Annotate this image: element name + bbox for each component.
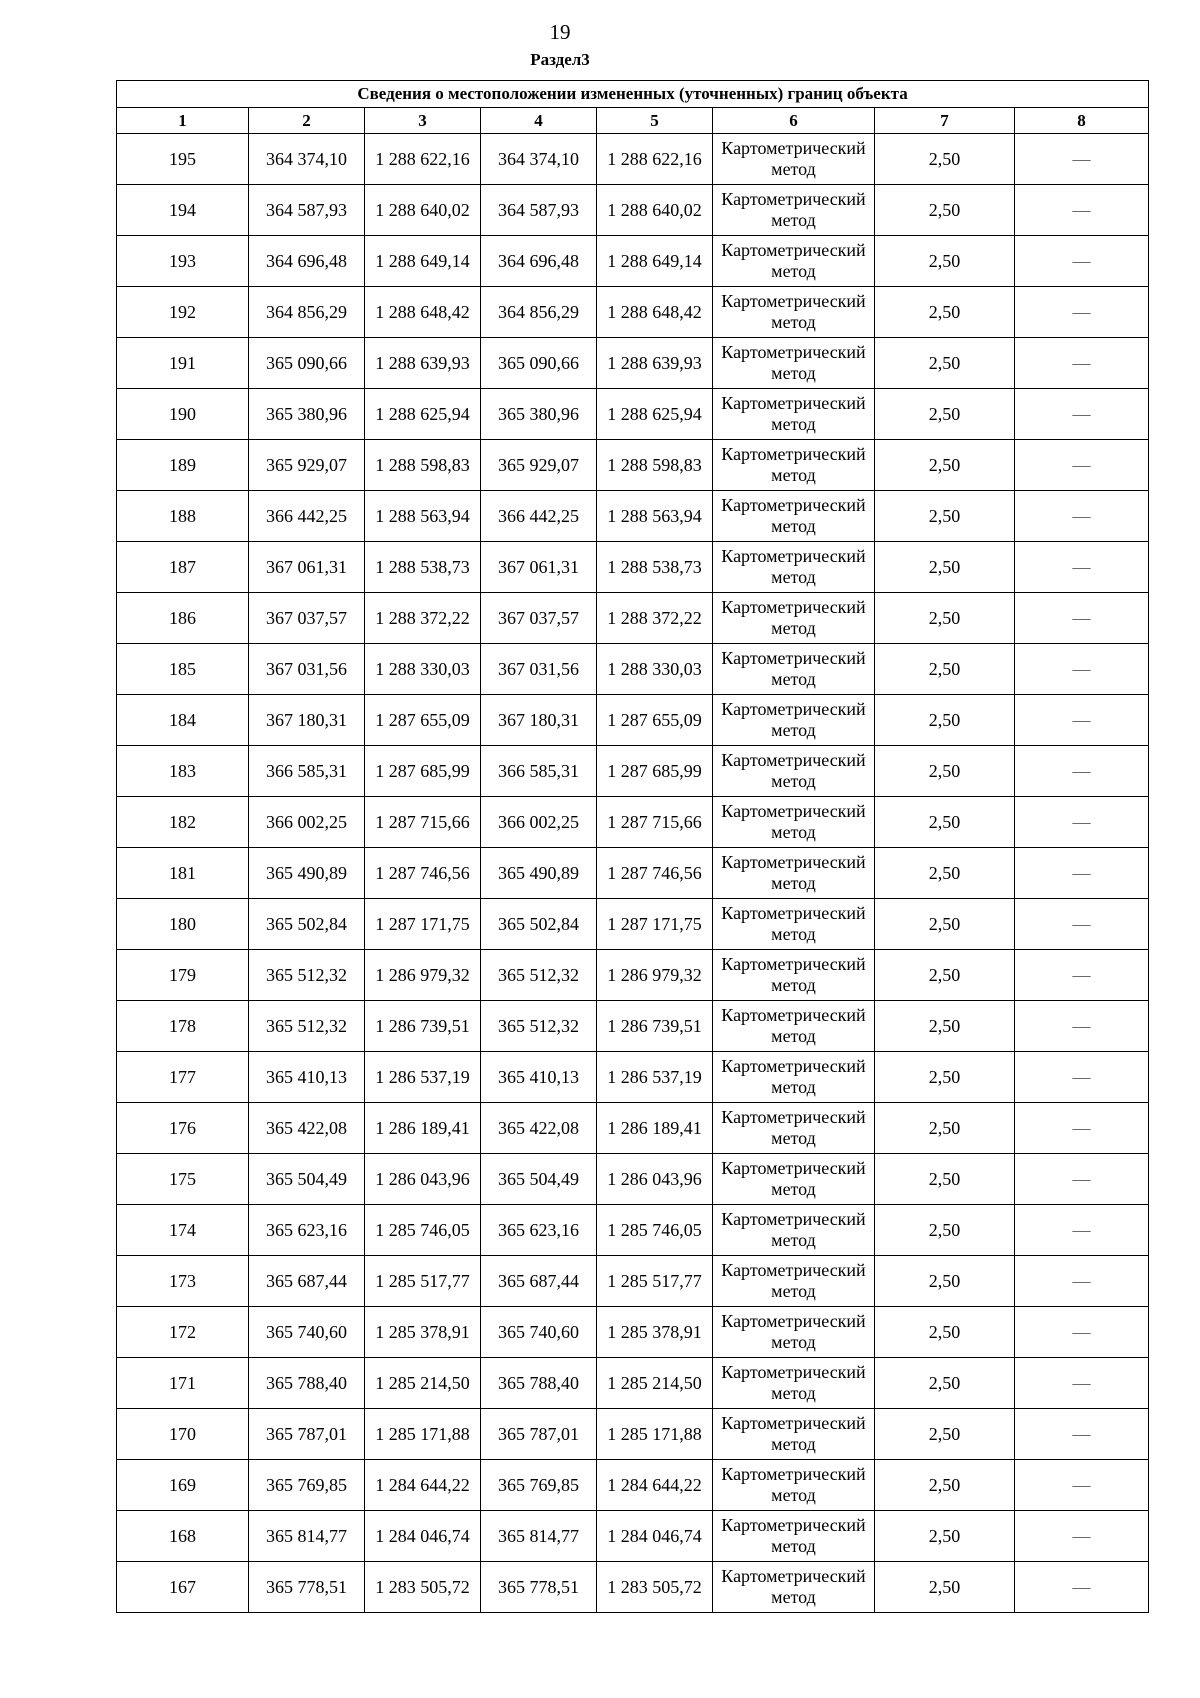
point-number-cell: 180 — [117, 899, 249, 950]
table-row — [117, 491, 1149, 542]
x-refined-cell: 365 090,66 — [481, 338, 597, 389]
description-cell: — — [1015, 236, 1149, 287]
method-cell: Картометрический метод — [713, 236, 875, 287]
y-existing-cell: 1 288 648,42 — [365, 287, 481, 338]
y-refined-cell: 1 288 622,16 — [597, 134, 713, 185]
table-row — [117, 1307, 1149, 1358]
boundary-coordinates-table — [116, 80, 1149, 1613]
table-row — [117, 899, 1149, 950]
point-number-cell: 171 — [117, 1358, 249, 1409]
y-refined-cell: 1 286 537,19 — [597, 1052, 713, 1103]
x-existing-cell: 366 002,25 — [249, 797, 365, 848]
method-cell: Картометрический метод — [713, 899, 875, 950]
method-cell: Картометрический метод — [713, 134, 875, 185]
accuracy-cell: 2,50 — [875, 287, 1015, 338]
x-refined-cell: 365 502,84 — [481, 899, 597, 950]
x-refined-cell: 365 787,01 — [481, 1409, 597, 1460]
table-row — [117, 1103, 1149, 1154]
accuracy-cell: 2,50 — [875, 1001, 1015, 1052]
description-cell: — — [1015, 644, 1149, 695]
y-existing-cell: 1 286 043,96 — [365, 1154, 481, 1205]
table-row — [117, 593, 1149, 644]
y-existing-cell: 1 287 746,56 — [365, 848, 481, 899]
description-cell: — — [1015, 797, 1149, 848]
point-number-cell: 189 — [117, 440, 249, 491]
x-existing-cell: 364 374,10 — [249, 134, 365, 185]
y-existing-cell: 1 285 517,77 — [365, 1256, 481, 1307]
point-number-cell: 179 — [117, 950, 249, 1001]
point-number-cell: 172 — [117, 1307, 249, 1358]
description-cell: — — [1015, 389, 1149, 440]
x-existing-cell: 365 512,32 — [249, 1001, 365, 1052]
x-refined-cell: 365 778,51 — [481, 1562, 597, 1613]
x-refined-cell: 365 788,40 — [481, 1358, 597, 1409]
method-cell: Картометрический метод — [713, 950, 875, 1001]
x-existing-cell: 365 512,32 — [249, 950, 365, 1001]
method-cell: Картометрический метод — [713, 542, 875, 593]
accuracy-cell: 2,50 — [875, 1154, 1015, 1205]
x-refined-cell: 364 856,29 — [481, 287, 597, 338]
point-number-cell: 176 — [117, 1103, 249, 1154]
y-existing-cell: 1 286 979,32 — [365, 950, 481, 1001]
x-existing-cell: 365 929,07 — [249, 440, 365, 491]
y-refined-cell: 1 288 598,83 — [597, 440, 713, 491]
point-number-cell: 184 — [117, 695, 249, 746]
section-title: Раздел3 — [530, 50, 590, 69]
x-refined-cell: 365 490,89 — [481, 848, 597, 899]
method-cell: Картометрический метод — [713, 287, 875, 338]
accuracy-cell: 2,50 — [875, 899, 1015, 950]
x-existing-cell: 365 090,66 — [249, 338, 365, 389]
x-existing-cell: 365 814,77 — [249, 1511, 365, 1562]
method-cell: Картометрический метод — [713, 1001, 875, 1052]
method-cell: Картометрический метод — [713, 1256, 875, 1307]
y-refined-cell: 1 288 625,94 — [597, 389, 713, 440]
description-cell: — — [1015, 1256, 1149, 1307]
column-header: 1 — [117, 108, 249, 134]
x-existing-cell: 364 696,48 — [249, 236, 365, 287]
y-refined-cell: 1 288 639,93 — [597, 338, 713, 389]
method-cell: Картометрический метод — [713, 338, 875, 389]
x-existing-cell: 365 502,84 — [249, 899, 365, 950]
description-cell: — — [1015, 899, 1149, 950]
y-refined-cell: 1 288 538,73 — [597, 542, 713, 593]
y-refined-cell: 1 288 563,94 — [597, 491, 713, 542]
x-refined-cell: 365 740,60 — [481, 1307, 597, 1358]
accuracy-cell: 2,50 — [875, 1256, 1015, 1307]
y-refined-cell: 1 286 189,41 — [597, 1103, 713, 1154]
x-refined-cell: 367 037,57 — [481, 593, 597, 644]
y-existing-cell: 1 286 189,41 — [365, 1103, 481, 1154]
x-existing-cell: 365 778,51 — [249, 1562, 365, 1613]
y-refined-cell: 1 288 649,14 — [597, 236, 713, 287]
x-existing-cell: 365 623,16 — [249, 1205, 365, 1256]
description-cell: — — [1015, 1409, 1149, 1460]
column-header: 8 — [1015, 108, 1149, 134]
table-row — [117, 287, 1149, 338]
accuracy-cell: 2,50 — [875, 644, 1015, 695]
point-number-cell: 168 — [117, 1511, 249, 1562]
point-number-cell: 169 — [117, 1460, 249, 1511]
x-refined-cell: 367 031,56 — [481, 644, 597, 695]
point-number-cell: 174 — [117, 1205, 249, 1256]
table-row — [117, 338, 1149, 389]
description-cell: — — [1015, 1154, 1149, 1205]
y-refined-cell: 1 288 330,03 — [597, 644, 713, 695]
x-refined-cell: 364 587,93 — [481, 185, 597, 236]
y-refined-cell: 1 286 043,96 — [597, 1154, 713, 1205]
y-existing-cell: 1 288 330,03 — [365, 644, 481, 695]
x-existing-cell: 367 037,57 — [249, 593, 365, 644]
accuracy-cell: 2,50 — [875, 950, 1015, 1001]
x-refined-cell: 365 504,49 — [481, 1154, 597, 1205]
table-row — [117, 542, 1149, 593]
x-existing-cell: 365 410,13 — [249, 1052, 365, 1103]
column-header: 2 — [249, 108, 365, 134]
x-refined-cell: 366 002,25 — [481, 797, 597, 848]
x-existing-cell: 366 585,31 — [249, 746, 365, 797]
point-number-cell: 188 — [117, 491, 249, 542]
table-row — [117, 1358, 1149, 1409]
point-number-cell: 167 — [117, 1562, 249, 1613]
page-number: 19 — [549, 20, 571, 44]
y-refined-cell: 1 288 648,42 — [597, 287, 713, 338]
x-refined-cell: 365 512,32 — [481, 1001, 597, 1052]
x-existing-cell: 365 787,01 — [249, 1409, 365, 1460]
description-cell: — — [1015, 1460, 1149, 1511]
y-existing-cell: 1 288 372,22 — [365, 593, 481, 644]
table-row — [117, 950, 1149, 1001]
description-cell: — — [1015, 134, 1149, 185]
point-number-cell: 192 — [117, 287, 249, 338]
description-cell: — — [1015, 1511, 1149, 1562]
x-existing-cell: 367 031,56 — [249, 644, 365, 695]
description-cell: — — [1015, 1205, 1149, 1256]
y-refined-cell: 1 287 685,99 — [597, 746, 713, 797]
accuracy-cell: 2,50 — [875, 389, 1015, 440]
y-existing-cell: 1 285 746,05 — [365, 1205, 481, 1256]
description-cell: — — [1015, 1103, 1149, 1154]
method-cell: Картометрический метод — [713, 1052, 875, 1103]
method-cell: Картометрический метод — [713, 440, 875, 491]
method-cell: Картометрический метод — [713, 797, 875, 848]
point-number-cell: 195 — [117, 134, 249, 185]
x-refined-cell: 365 814,77 — [481, 1511, 597, 1562]
accuracy-cell: 2,50 — [875, 236, 1015, 287]
accuracy-cell: 2,50 — [875, 797, 1015, 848]
x-refined-cell: 365 380,96 — [481, 389, 597, 440]
accuracy-cell: 2,50 — [875, 134, 1015, 185]
description-cell: — — [1015, 950, 1149, 1001]
accuracy-cell: 2,50 — [875, 440, 1015, 491]
y-existing-cell: 1 288 598,83 — [365, 440, 481, 491]
point-number-cell: 173 — [117, 1256, 249, 1307]
method-cell: Картометрический метод — [713, 746, 875, 797]
table-row — [117, 797, 1149, 848]
x-existing-cell: 365 740,60 — [249, 1307, 365, 1358]
table-row — [117, 1409, 1149, 1460]
description-cell: — — [1015, 542, 1149, 593]
point-number-cell: 186 — [117, 593, 249, 644]
point-number-cell: 194 — [117, 185, 249, 236]
y-existing-cell: 1 288 639,93 — [365, 338, 481, 389]
point-number-cell: 193 — [117, 236, 249, 287]
table-row — [117, 389, 1149, 440]
point-number-cell: 175 — [117, 1154, 249, 1205]
x-existing-cell: 364 587,93 — [249, 185, 365, 236]
column-header: 6 — [713, 108, 875, 134]
method-cell: Картометрический метод — [713, 1307, 875, 1358]
x-refined-cell: 367 180,31 — [481, 695, 597, 746]
y-existing-cell: 1 288 625,94 — [365, 389, 481, 440]
table-row — [117, 1154, 1149, 1205]
y-existing-cell: 1 288 640,02 — [365, 185, 481, 236]
method-cell: Картометрический метод — [713, 695, 875, 746]
y-refined-cell: 1 285 214,50 — [597, 1358, 713, 1409]
accuracy-cell: 2,50 — [875, 593, 1015, 644]
y-refined-cell: 1 286 739,51 — [597, 1001, 713, 1052]
y-existing-cell: 1 285 378,91 — [365, 1307, 481, 1358]
point-number-cell: 178 — [117, 1001, 249, 1052]
description-cell: — — [1015, 1358, 1149, 1409]
y-existing-cell: 1 283 505,72 — [365, 1562, 481, 1613]
column-header: 5 — [597, 108, 713, 134]
description-cell: — — [1015, 440, 1149, 491]
accuracy-cell: 2,50 — [875, 1205, 1015, 1256]
description-cell: — — [1015, 593, 1149, 644]
point-number-cell: 181 — [117, 848, 249, 899]
x-existing-cell: 364 856,29 — [249, 287, 365, 338]
description-cell: — — [1015, 185, 1149, 236]
point-number-cell: 187 — [117, 542, 249, 593]
accuracy-cell: 2,50 — [875, 542, 1015, 593]
column-header: 7 — [875, 108, 1015, 134]
table-row — [117, 440, 1149, 491]
y-existing-cell: 1 287 655,09 — [365, 695, 481, 746]
method-cell: Картометрический метод — [713, 1205, 875, 1256]
x-existing-cell: 365 788,40 — [249, 1358, 365, 1409]
description-cell: — — [1015, 746, 1149, 797]
method-cell: Картометрический метод — [713, 1154, 875, 1205]
method-cell: Картометрический метод — [713, 1562, 875, 1613]
table-row — [117, 746, 1149, 797]
method-cell: Картометрический метод — [713, 848, 875, 899]
table-row — [117, 848, 1149, 899]
accuracy-cell: 2,50 — [875, 1103, 1015, 1154]
x-refined-cell: 365 422,08 — [481, 1103, 597, 1154]
point-number-cell: 190 — [117, 389, 249, 440]
point-number-cell: 170 — [117, 1409, 249, 1460]
y-refined-cell: 1 285 378,91 — [597, 1307, 713, 1358]
table-caption-row — [117, 81, 1149, 108]
method-cell: Картометрический метод — [713, 1511, 875, 1562]
y-existing-cell: 1 288 622,16 — [365, 134, 481, 185]
y-existing-cell: 1 288 563,94 — [365, 491, 481, 542]
method-cell: Картометрический метод — [713, 389, 875, 440]
x-existing-cell: 365 380,96 — [249, 389, 365, 440]
x-existing-cell: 365 769,85 — [249, 1460, 365, 1511]
description-cell: — — [1015, 695, 1149, 746]
method-cell: Картометрический метод — [713, 1103, 875, 1154]
description-cell: — — [1015, 1307, 1149, 1358]
y-refined-cell: 1 287 746,56 — [597, 848, 713, 899]
method-cell: Картометрический метод — [713, 1409, 875, 1460]
y-refined-cell: 1 285 517,77 — [597, 1256, 713, 1307]
y-refined-cell: 1 285 171,88 — [597, 1409, 713, 1460]
x-refined-cell: 365 623,16 — [481, 1205, 597, 1256]
x-refined-cell: 366 585,31 — [481, 746, 597, 797]
method-cell: Картометрический метод — [713, 185, 875, 236]
table-row — [117, 1511, 1149, 1562]
description-cell: — — [1015, 1052, 1149, 1103]
table-row — [117, 134, 1149, 185]
accuracy-cell: 2,50 — [875, 185, 1015, 236]
y-existing-cell: 1 285 171,88 — [365, 1409, 481, 1460]
x-existing-cell: 365 504,49 — [249, 1154, 365, 1205]
x-refined-cell: 365 687,44 — [481, 1256, 597, 1307]
point-number-cell: 177 — [117, 1052, 249, 1103]
description-cell: — — [1015, 338, 1149, 389]
x-existing-cell: 365 687,44 — [249, 1256, 365, 1307]
table-row — [117, 1460, 1149, 1511]
x-refined-cell: 364 696,48 — [481, 236, 597, 287]
table-row — [117, 1256, 1149, 1307]
table-caption: Сведения о местоположении измененных (уточненных) границ объекта — [117, 81, 1149, 108]
y-refined-cell: 1 287 655,09 — [597, 695, 713, 746]
y-existing-cell: 1 288 649,14 — [365, 236, 481, 287]
y-existing-cell: 1 284 046,74 — [365, 1511, 481, 1562]
x-refined-cell: 365 929,07 — [481, 440, 597, 491]
accuracy-cell: 2,50 — [875, 746, 1015, 797]
method-cell: Картометрический метод — [713, 593, 875, 644]
y-existing-cell: 1 284 644,22 — [365, 1460, 481, 1511]
y-refined-cell: 1 285 746,05 — [597, 1205, 713, 1256]
description-cell: — — [1015, 1562, 1149, 1613]
x-refined-cell: 365 512,32 — [481, 950, 597, 1001]
x-refined-cell: 364 374,10 — [481, 134, 597, 185]
point-number-cell: 182 — [117, 797, 249, 848]
column-header-row — [117, 108, 1149, 134]
y-existing-cell: 1 287 715,66 — [365, 797, 481, 848]
x-existing-cell: 365 422,08 — [249, 1103, 365, 1154]
table-row — [117, 695, 1149, 746]
y-existing-cell: 1 288 538,73 — [365, 542, 481, 593]
y-refined-cell: 1 283 505,72 — [597, 1562, 713, 1613]
accuracy-cell: 2,50 — [875, 1358, 1015, 1409]
table-row — [117, 1001, 1149, 1052]
accuracy-cell: 2,50 — [875, 491, 1015, 542]
column-header: 4 — [481, 108, 597, 134]
method-cell: Картометрический метод — [713, 1460, 875, 1511]
point-number-cell: 191 — [117, 338, 249, 389]
x-existing-cell: 367 180,31 — [249, 695, 365, 746]
accuracy-cell: 2,50 — [875, 848, 1015, 899]
accuracy-cell: 2,50 — [875, 1511, 1015, 1562]
description-cell: — — [1015, 287, 1149, 338]
x-existing-cell: 365 490,89 — [249, 848, 365, 899]
y-existing-cell: 1 286 739,51 — [365, 1001, 481, 1052]
method-cell: Картометрический метод — [713, 491, 875, 542]
y-refined-cell: 1 287 715,66 — [597, 797, 713, 848]
method-cell: Картометрический метод — [713, 644, 875, 695]
x-refined-cell: 366 442,25 — [481, 491, 597, 542]
accuracy-cell: 2,50 — [875, 1409, 1015, 1460]
y-refined-cell: 1 288 640,02 — [597, 185, 713, 236]
table-row — [117, 1562, 1149, 1613]
y-existing-cell: 1 287 171,75 — [365, 899, 481, 950]
description-cell: — — [1015, 848, 1149, 899]
method-cell: Картометрический метод — [713, 1358, 875, 1409]
accuracy-cell: 2,50 — [875, 695, 1015, 746]
accuracy-cell: 2,50 — [875, 1052, 1015, 1103]
y-existing-cell: 1 286 537,19 — [365, 1052, 481, 1103]
accuracy-cell: 2,50 — [875, 1307, 1015, 1358]
x-refined-cell: 365 410,13 — [481, 1052, 597, 1103]
point-number-cell: 183 — [117, 746, 249, 797]
table-row — [117, 644, 1149, 695]
table-row — [117, 1205, 1149, 1256]
accuracy-cell: 2,50 — [875, 338, 1015, 389]
y-refined-cell: 1 288 372,22 — [597, 593, 713, 644]
y-refined-cell: 1 286 979,32 — [597, 950, 713, 1001]
x-existing-cell: 367 061,31 — [249, 542, 365, 593]
accuracy-cell: 2,50 — [875, 1562, 1015, 1613]
table-row — [117, 1052, 1149, 1103]
point-number-cell: 185 — [117, 644, 249, 695]
y-existing-cell: 1 285 214,50 — [365, 1358, 481, 1409]
x-refined-cell: 367 061,31 — [481, 542, 597, 593]
x-existing-cell: 366 442,25 — [249, 491, 365, 542]
accuracy-cell: 2,50 — [875, 1460, 1015, 1511]
y-refined-cell: 1 284 046,74 — [597, 1511, 713, 1562]
y-existing-cell: 1 287 685,99 — [365, 746, 481, 797]
column-header: 3 — [365, 108, 481, 134]
y-refined-cell: 1 287 171,75 — [597, 899, 713, 950]
table-row — [117, 236, 1149, 287]
description-cell: — — [1015, 491, 1149, 542]
description-cell: — — [1015, 1001, 1149, 1052]
table-row — [117, 185, 1149, 236]
x-refined-cell: 365 769,85 — [481, 1460, 597, 1511]
y-refined-cell: 1 284 644,22 — [597, 1460, 713, 1511]
